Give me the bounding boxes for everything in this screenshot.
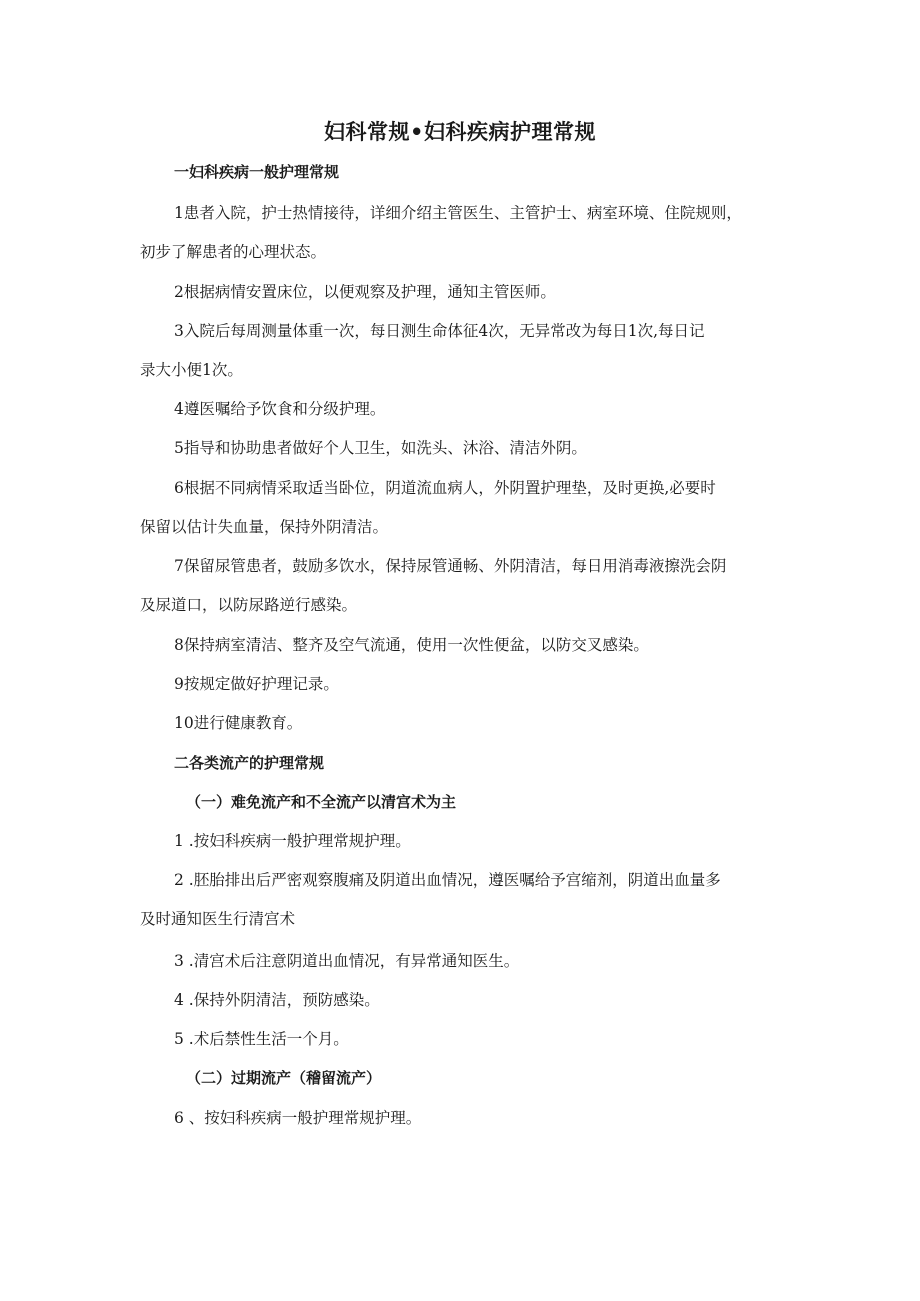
paragraph-line: 7保留尿管患者，鼓励多饮水，保持尿管通畅、外阴清洁，每日用消毒液擦洗会阴 [174, 557, 727, 575]
subsection-heading-2: （二）过期流产（稽留流产） [186, 1069, 382, 1087]
paragraph-line: 2根据病情安置床位，以便观察及护理，通知主管医师。 [174, 283, 556, 301]
paragraph-line: 保留以估计失血量，保持外阴清洁。 [140, 518, 389, 536]
paragraph-line: 10进行健康教育。 [174, 714, 303, 732]
section-heading-1: 一妇科疾病一般护理常规 [174, 163, 340, 181]
paragraph-line: 录大小便1次。 [140, 361, 243, 379]
paragraph-line: 4 .保持外阴清洁，预防感染。 [174, 991, 380, 1009]
paragraph-line: 6根据不同病情采取适当卧位，阴道流血病人，外阴置护理垫，及时更换,必要时 [174, 479, 716, 497]
paragraph-line: 8保持病室清洁、整齐及空气流通，使用一次性便盆，以防交叉感染。 [174, 636, 649, 654]
paragraph-line: 5 .术后禁性生活一个月。 [174, 1030, 349, 1048]
section-heading-2: 二各类流产的护理常规 [174, 754, 325, 772]
paragraph-line: 及时通知医生行清宫术 [140, 910, 296, 928]
document-title: 妇科常规•妇科疾病护理常规 [324, 120, 596, 144]
paragraph-line: 2 .胚胎排出后严密观察腹痛及阴道出血情况，遵医嘱给予宫缩剂，阴道出血量多 [174, 871, 721, 889]
paragraph-line: 3入院后每周测量体重一次，每日测生命体征4次，无异常改为每日1次,每日记 [174, 322, 705, 340]
paragraph-line: 1 .按妇科疾病一般护理常规护理。 [174, 832, 411, 850]
paragraph-line: 初步了解患者的心理状态。 [140, 243, 327, 261]
paragraph-line: 9按规定做好护理记录。 [174, 675, 339, 693]
paragraph-line: 4遵医嘱给予饮食和分级护理。 [174, 400, 386, 418]
paragraph-line: 3 .清宫术后注意阴道出血情况，有异常通知医生。 [174, 952, 520, 970]
paragraph-line: 5指导和协助患者做好个人卫生，如洗头、沐浴、清洁外阴。 [174, 439, 587, 457]
paragraph-line: 及尿道口，以防尿路逆行感染。 [140, 596, 358, 614]
subsection-heading-1: （一）难免流产和不全流产以清宫术为主 [186, 793, 457, 811]
paragraph-line: 6 、按妇科疾病一般护理常规护理。 [174, 1109, 422, 1127]
paragraph-line: 1患者入院，护士热情接待，详细介绍主管医生、主管护士、病室环境、住院规则， [174, 204, 742, 222]
